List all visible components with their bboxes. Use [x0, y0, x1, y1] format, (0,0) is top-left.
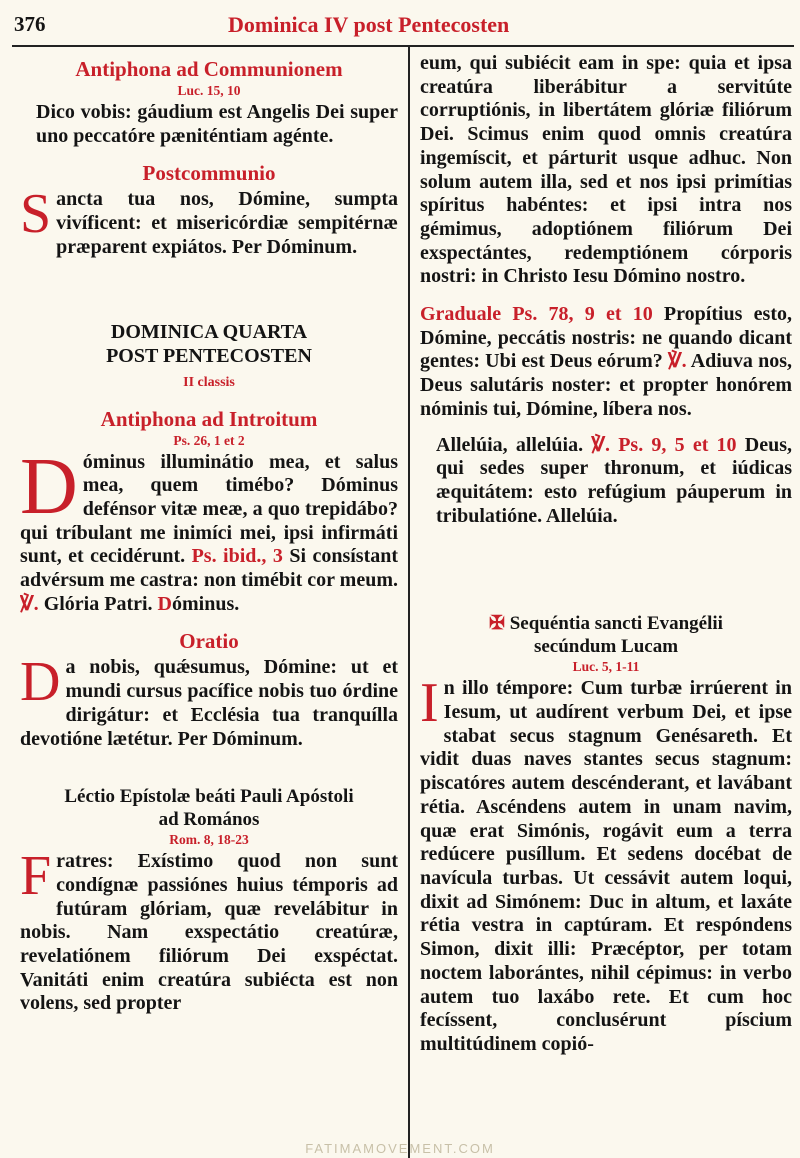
- alleluia-ref: ℣. Ps. 9, 5 et 10: [591, 433, 737, 456]
- sunday-class: II classis: [183, 374, 235, 390]
- drop-cap: S: [20, 183, 52, 246]
- collect-heading: Oratio: [179, 629, 239, 654]
- header-rule: [12, 45, 794, 47]
- gradual-label: Graduale Ps. 78, 9 et 10: [420, 303, 653, 326]
- alleluia-body-2: Deus, qui sedes super thronum, et iúdicas æquitátem: esto refúgium páuperum in tribulatióne. Allelúia.: [436, 433, 792, 527]
- introit-heading: Antiphona ad Introitum: [100, 406, 318, 431]
- epistle-text: [20, 845, 398, 1016]
- page-header: [0, 0, 800, 46]
- epistle-continued: eum, qui subiécit eam in spe: quia et ipsa creatúra liberábitur a servitúte corruptiónis, in libertátem glóriæ filiórum Dei. Scimus enim quod omnis creatúra ingemíscit, et párturit usque adhuc. Non solum autem illa, sed et nos ipsi primítias spíritus habéntes: et ipsi intra nos gémimus, adoptiónem filiórum Dei exspectántes, redemptiónem córporis nostri: in Christo Iesu Dómino nostro.: [420, 52, 792, 288]
- introit-repeat-rest: óminus.: [172, 592, 240, 615]
- left-column: [20, 48, 398, 1153]
- gospel-body: n illo témpore: Cum turbæ irrúerent in Iesum, ut audírent verbum Dei, et ipse stabat secus stagnum Genésareth. Et vidit duas naves stantes secus stagnum: piscatóres autem descénderant, et lavábant rétia. Ascéndens autem in unam navim, quæ erat Simónis, rogávit eum a terra redúcere pusíllum. Et sedens docébat de navícula turbas. Ut cessávit autem loqui, dixit ad Simónem: Duc in altum, et laxáte rétia vestra in captúram. Et respóndens Simon, dixit illi: Præcéptor, per totam noctem laborántes, nihil cépimus: in verbo autem tuo laxábo rete. Et cum hoc fecíssent, conclusérunt píscium multitúdinem copió-: [420, 677, 792, 1055]
- running-title: Dominica IV post Pentecosten: [228, 12, 510, 37]
- right-column: [420, 48, 792, 1153]
- introit-repeat-initial: D: [157, 592, 172, 615]
- communion-heading: Antiphona ad Communionem: [75, 57, 343, 81]
- sunday-title-line1: DOMINICA QUARTA: [110, 320, 308, 343]
- gospel-ref: Luc. 5, 1-11: [572, 659, 640, 675]
- drop-cap: D: [20, 651, 61, 714]
- alleluia-text: [420, 434, 792, 529]
- column-divider: [408, 47, 410, 1158]
- introit-ref: Ps. 26, 1 et 2: [173, 432, 245, 448]
- introit-gloria: Glória Patri.: [38, 592, 158, 615]
- epistle-body: ratres: Exístimo quod non sunt condígnæ passiónes huius témporis ad futúram glóriam, quæ revelábitur in nobis. Nam exspectátio creatúræ, revelatiónem filiórum Dei exspéctat. Vanitáti enim creatúra subiécta est non volens, sed propter: [20, 850, 398, 1015]
- gradual-body-2: Adiuva nos, Deus salutáris noster: et propter honórem nóminis tui, Dómine, líbera nos.: [420, 350, 792, 420]
- introit-text: [20, 442, 398, 617]
- collect-body: a nobis, quǽsumus, Dómine: ut et mundi cursus pacífice nobis tuo órdine dirigátur: et Ecclésia tua tranquílla devotióne lætétur. Per Dóminum.: [20, 656, 398, 750]
- introit-body-1: óminus illuminátio mea, et salus mea, quem timébo? Dóminus defénsor vitæ meæ, a quo trepidábo? qui tríbulant me inimíci mei, ipsi infirmáti sunt, et cecidérunt.: [20, 450, 398, 568]
- page-number: 376: [14, 12, 46, 36]
- watermark: FATIMAMOVEMENT.COM: [305, 1141, 495, 1156]
- versicle-symbol: ℣.: [20, 592, 39, 615]
- sunday-title-line2: POST PENTECOSTEN: [106, 344, 312, 367]
- gospel-title-line1: Sequéntia sancti Evangélii secúndum Lucam: [509, 613, 723, 658]
- gospel-title: [420, 612, 792, 658]
- epistle-title-line2: ad Romános: [158, 809, 260, 831]
- cross-icon: ✠: [489, 613, 505, 635]
- postcommunion-heading: Postcommunio: [142, 161, 276, 186]
- postcommunion-body: ancta tua nos, Dómine, sumpta vivíficent: et misericórdiæ sempitérnæ præparent expiátos. Per Dóminum.: [56, 188, 398, 258]
- drop-cap: I: [420, 672, 439, 735]
- drop-cap: D: [20, 442, 78, 531]
- epistle-ref: Rom. 8, 18-23: [169, 832, 249, 848]
- gradual-body-1: Propítius esto, Dómine, peccátis nostris: ne quando dicant gentes: Ubi est Deus eórum?: [420, 303, 792, 373]
- communion-text: Dico vobis: gáudium est Angelis Dei super uno peccatóre pæniténtiam agénte.: [36, 101, 398, 147]
- postcommunion-text: [20, 183, 398, 259]
- gospel-text: [420, 672, 792, 1056]
- introit-body-2: Si consístant advérsum me castra: non timébit cor meum.: [20, 545, 398, 592]
- alleluia-body-1: Allelúia, allelúia.: [436, 433, 592, 456]
- gradual-text: [420, 303, 792, 422]
- versicle-symbol: ℣.: [667, 350, 687, 373]
- introit-psalm-ref: Ps. ibid., 3: [191, 545, 283, 568]
- collect-text: [20, 651, 398, 751]
- epistle-title-line1: Léctio Epístolæ beáti Pauli Apóstoli: [64, 786, 354, 808]
- drop-cap: F: [20, 845, 52, 908]
- communion-ref: Luc. 15, 10: [177, 83, 241, 98]
